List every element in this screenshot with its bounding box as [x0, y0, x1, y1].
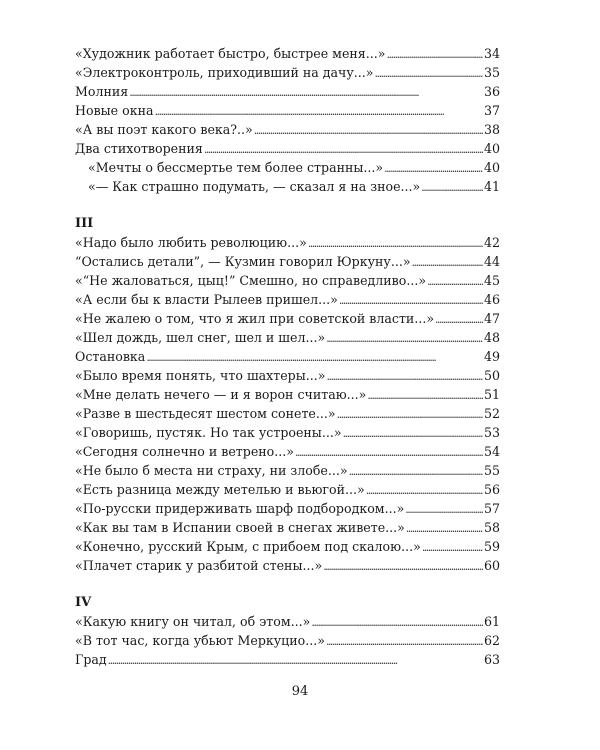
toc-entry-page: 34 [483, 46, 500, 61]
dot-leader [422, 537, 483, 557]
toc-entry-page: 62 [483, 633, 500, 648]
toc-entry-page: 36 [483, 84, 500, 99]
dot-leader [204, 139, 483, 159]
toc-entry-page: 45 [483, 273, 500, 288]
dot-leader [406, 518, 483, 538]
toc-entry [75, 480, 500, 499]
dot-leader [384, 158, 483, 178]
toc-entry-page: 52 [483, 406, 500, 421]
section-heading: IV [75, 595, 92, 610]
toc-entry [75, 233, 500, 252]
toc-entry-title: «Художник работает быстро, быстрее меня...» [75, 46, 386, 61]
dot-leader [129, 82, 483, 102]
toc-entry-title: «— Как страшно подумать, — сказал я на зное...» [88, 179, 421, 194]
toc-entry-page: 55 [483, 463, 500, 478]
toc-entry-page: 53 [483, 425, 500, 440]
toc-entry [75, 631, 500, 650]
toc-entry-page: 50 [483, 368, 500, 383]
toc-entry-page: 38 [483, 122, 500, 137]
toc-entry-title: «А вы поэт какого века?..» [75, 122, 253, 137]
toc-entry-page: 49 [483, 349, 500, 364]
toc-entry-title: «А если бы к власти Рылеев пришел...» [75, 292, 338, 307]
toc-entry [75, 499, 500, 518]
toc-entry [75, 120, 500, 139]
dot-leader [311, 612, 483, 632]
toc-entry-title: «Говоришь, пустяк. Но так устроены...» [75, 425, 342, 440]
toc-entry [75, 347, 500, 366]
toc-entry-page: 57 [483, 501, 500, 516]
toc-entry-title: «Конечно, русский Крым, с прибоем под скалою...» [75, 539, 421, 554]
toc-entry-page: 42 [483, 235, 500, 250]
toc-entry-page: 35 [483, 65, 500, 80]
dot-leader [155, 101, 483, 121]
toc-entry-title: «Было время понять, что шахтеры...» [75, 368, 326, 383]
toc-entry-page: 59 [483, 539, 500, 554]
toc-entry-page: 56 [483, 482, 500, 497]
toc-entry-title: «Плачет старик у разбитой стены...» [75, 558, 323, 573]
dot-leader [421, 177, 483, 197]
dot-leader [435, 309, 483, 329]
toc-entry [75, 612, 500, 631]
toc-entry-page: 60 [483, 558, 500, 573]
dot-leader [326, 366, 482, 386]
toc-entry-page: 41 [483, 179, 500, 194]
toc-section-iii [75, 214, 500, 575]
dot-leader [254, 120, 483, 140]
toc-entry-title: Два стихотворения [75, 141, 203, 156]
toc-entry-title: Новые окна [75, 103, 154, 118]
toc-entry-title: «Мне делать нечего — и я ворон считаю...» [75, 387, 367, 402]
dot-leader [337, 404, 483, 424]
toc-entry [75, 309, 500, 328]
toc-section-iv [75, 593, 500, 669]
toc-entry-page: 63 [483, 652, 500, 667]
dot-leader [366, 480, 483, 500]
toc-entry-page: 40 [483, 141, 500, 156]
toc-entry-page: 51 [483, 387, 500, 402]
toc-entry-title: Град [75, 652, 107, 667]
toc-entry [75, 650, 500, 669]
dot-leader [343, 423, 483, 443]
toc-entry-page: 61 [483, 614, 500, 629]
dot-leader [295, 442, 483, 462]
toc-entry-page: 58 [483, 520, 500, 535]
toc-entry [75, 537, 500, 556]
toc-entry-title: «Надо было любить революцию...» [75, 235, 307, 250]
toc-entry-title: «Сегодня солнечно и ветрено...» [75, 444, 294, 459]
toc-entry [75, 518, 500, 537]
toc-entry [75, 44, 500, 63]
toc-entry [75, 290, 500, 309]
toc-entry-page: 54 [483, 444, 500, 459]
toc-entry [75, 63, 500, 82]
toc-entry [75, 328, 500, 347]
dot-leader [386, 44, 482, 64]
dot-leader [323, 556, 483, 576]
toc-entry-title: «В тот час, когда убьют Меркуцио...» [75, 633, 325, 648]
toc-entry-page: 37 [483, 103, 500, 118]
dot-leader [349, 461, 483, 481]
toc-entry-title: «Шел дождь, шел снег, шел и шел...» [75, 330, 326, 345]
toc-entry [75, 404, 500, 423]
toc-entry-title: Остановка [75, 349, 146, 364]
dot-leader [339, 290, 483, 310]
toc-entry-title: «Разве в шестьдесят шестом сонете...» [75, 406, 336, 421]
toc-entry [75, 423, 500, 442]
toc-entry-title: «Есть разница между метелью и вьюгой...» [75, 482, 365, 497]
toc-entry [75, 366, 500, 385]
dot-leader [108, 650, 483, 670]
page-number: 94 [291, 684, 309, 699]
toc-entry [75, 556, 500, 575]
dot-leader [427, 271, 483, 291]
toc-entry [75, 101, 500, 120]
toc-subentry [75, 158, 500, 177]
toc-entry-page: 47 [483, 311, 500, 326]
toc-entry-page: 44 [483, 254, 500, 269]
toc-entry [75, 271, 500, 290]
dot-leader [412, 252, 483, 272]
toc-entry [75, 139, 500, 158]
dot-leader [367, 385, 483, 405]
dot-leader [405, 499, 483, 519]
dot-leader [326, 631, 483, 651]
toc-entry-title: «По-русски придерживать шарф подбородком...» [75, 501, 405, 516]
toc-entry-title: «Как вы там в Испании своей в снегах живете...» [75, 520, 405, 535]
toc-entry-title: «“Не жаловаться, цыц!” Смешно, но справедливо...» [75, 273, 427, 288]
toc-entry-title: «Мечты о бессмертье тем более странны...» [88, 160, 384, 175]
table-of-contents [75, 44, 500, 669]
dot-leader [146, 347, 483, 367]
toc-entry-page: 46 [483, 292, 500, 307]
toc-entry-title: Молния [75, 84, 129, 99]
toc-entry-title: «Электроконтроль, приходивший на дачу...» [75, 65, 374, 80]
toc-entry [75, 82, 500, 101]
dot-leader [375, 63, 483, 83]
toc-entry-page: 40 [483, 160, 500, 175]
toc-subentry [75, 177, 500, 196]
toc-entry-title: “Остались детали”, — Кузмин говорил Юркуну...» [75, 254, 411, 269]
toc-entry [75, 252, 500, 271]
section-heading: III [75, 216, 94, 231]
toc-entry-title: «Не было б места ни страху, ни злобе...» [75, 463, 348, 478]
toc-entry [75, 442, 500, 461]
toc-section-continued [75, 44, 500, 196]
toc-entry [75, 461, 500, 480]
toc-entry-title: «Какую книгу он читал, об этом...» [75, 614, 311, 629]
toc-entry [75, 385, 500, 404]
toc-entry-title: «Не жалею о том, что я жил при советской власти...» [75, 311, 435, 326]
dot-leader [308, 233, 483, 253]
toc-entry-page: 48 [483, 330, 500, 345]
dot-leader [326, 328, 483, 348]
